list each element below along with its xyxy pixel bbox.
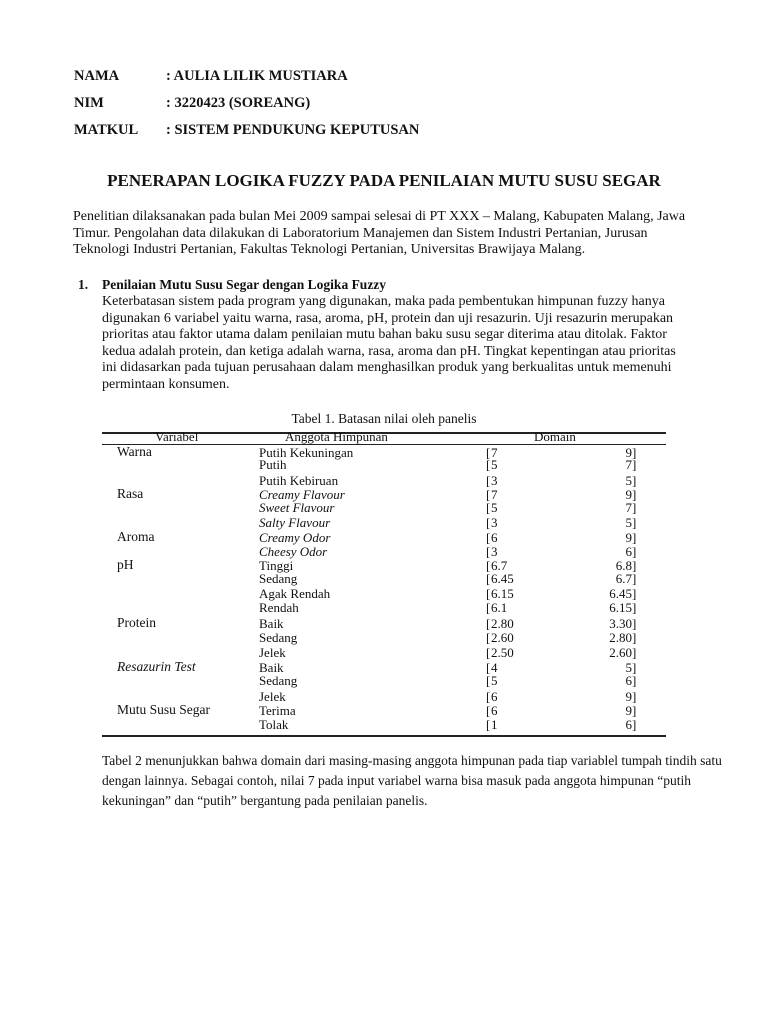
- domain-close-bracket: ]: [632, 717, 637, 732]
- domain-lower-value: 2.80: [491, 616, 514, 631]
- domain-open-bracket: [: [486, 487, 491, 502]
- domain-close-bracket: ]: [632, 558, 637, 573]
- domain-upper-value: 6: [625, 544, 632, 559]
- table-member-cell: Terima: [259, 703, 296, 718]
- intro-paragraph: Penelitian dilaksanakan pada bulan Mei 2009 sampai selesai di PT XXX – Malang, Kabupaten Malang, Jawa Timur. Pengolahan data dilakukan di Laboratorium Manajemen dan Sistem Industri Pertanian, Jurusan Teknologi Industri Pertanian, Fakultas Teknologi Pertanian, Universitas Brawijaya Malang.: [73, 209, 686, 257]
- table-member-cell: Putih Kebiruan: [259, 473, 339, 488]
- domain-open-bracket: [: [486, 500, 491, 515]
- domain-lower-value: 5: [491, 500, 498, 515]
- table-member-cell: Tinggi: [259, 558, 294, 573]
- domain-close-bracket: ]: [632, 600, 637, 615]
- domain-open-bracket: [: [486, 600, 491, 615]
- domain-close-bracket: ]: [632, 703, 637, 718]
- header-label-matkul: MATKUL: [74, 122, 139, 138]
- domain-upper-value: 5: [625, 660, 632, 675]
- header-value-nama: : AULIA LILIK MUSTIARA: [166, 68, 348, 84]
- domain-close-bracket: ]: [632, 530, 637, 545]
- domain-open-bracket: [: [486, 630, 491, 645]
- domain-close-bracket: ]: [632, 544, 637, 559]
- header-label-nama: NAMA: [74, 68, 120, 84]
- domain-close-bracket: ]: [632, 457, 637, 472]
- domain-lower-value: 2.50: [491, 645, 514, 660]
- domain-upper-value: 2.80: [609, 630, 632, 645]
- domain-open-bracket: [: [486, 689, 491, 704]
- domain-open-bracket: [: [486, 558, 491, 573]
- domain-open-bracket: [: [486, 717, 491, 732]
- closing-paragraph: Tabel 2 menunjukkan bahwa domain dari masing-masing anggota himpunan pada tiap variablel tumpah tindih satu dengan lainnya. Sebagai contoh, nilai 7 pada input variabel warna bisa masuk pada anggota himpunan “putih kekuningan” dan “putih” bergantung pada penilaian panelis.: [102, 753, 722, 808]
- table-bottom-rule: [102, 735, 666, 737]
- table-member-cell: Cheesy Odor: [259, 544, 328, 559]
- domain-close-bracket: ]: [632, 500, 637, 515]
- table-member-cell: Sedang: [259, 673, 298, 688]
- domain-close-bracket: ]: [632, 616, 637, 631]
- section-body: Keterbatasan sistem pada program yang digunakan, maka pada pembentukan himpunan fuzzy hanya digunakan 6 variabel yaitu warna, rasa, aroma, pH, protein dan uji resazurin. Uji resazurin merupakan prioritas atau faktor utama dalam penilaian mutu bahan baku susu segar diterima atau ditolak. Faktor kedua adalah protein, dan ketiga adalah warna, rasa, aroma dan pH. Tingkat kepentingan atau prioritas ini didasarkan pada tujuan perusahaan dalam menghasilkan produk yang berkualitas untuk memenuhi permintaan konsumen.: [102, 294, 676, 392]
- domain-lower-value: 5: [491, 457, 498, 472]
- domain-upper-value: 6.45: [609, 586, 632, 601]
- table-member-cell: Creamy Flavour: [259, 487, 345, 502]
- domain-open-bracket: [: [486, 660, 491, 675]
- domain-close-bracket: ]: [632, 445, 637, 460]
- domain-upper-value: 5: [625, 473, 632, 488]
- domain-upper-value: 6.8: [615, 558, 632, 573]
- domain-close-bracket: ]: [632, 630, 637, 645]
- header-value-nim: : 3220423 (SOREANG): [166, 95, 311, 111]
- domain-upper-value: 9: [625, 689, 632, 704]
- table-caption: Tabel 1. Batasan nilai oleh panelis: [291, 411, 477, 426]
- domain-close-bracket: ]: [632, 586, 637, 601]
- header-value-matkul: : SISTEM PENDUKUNG KEPUTUSAN: [166, 122, 420, 138]
- domain-open-bracket: [: [486, 703, 491, 718]
- domain-lower-value: 6.45: [491, 571, 514, 586]
- header-label-nim: NIM: [74, 95, 104, 111]
- domain-close-bracket: ]: [632, 673, 637, 688]
- domain-upper-value: 9: [625, 487, 632, 502]
- domain-close-bracket: ]: [632, 660, 637, 675]
- domain-upper-value: 3.30: [609, 616, 632, 631]
- domain-close-bracket: ]: [632, 487, 637, 502]
- table-variable-cell: Protein: [117, 615, 156, 630]
- domain-open-bracket: [: [486, 645, 491, 660]
- table-header-domain: Domain: [534, 429, 576, 444]
- domain-close-bracket: ]: [632, 689, 637, 704]
- domain-lower-value: 3: [491, 544, 498, 559]
- table-variable-cell: pH: [117, 557, 134, 572]
- domain-upper-value: 6.7: [615, 571, 632, 586]
- table-header-variabel: Variabel: [155, 429, 199, 444]
- table-header-rule: [102, 444, 666, 445]
- domain-upper-value: 5: [625, 515, 632, 530]
- table-member-cell: Agak Rendah: [259, 586, 331, 601]
- domain-lower-value: 6: [491, 703, 498, 718]
- domain-lower-value: 6: [491, 689, 498, 704]
- domain-lower-value: 1: [491, 717, 498, 732]
- domain-open-bracket: [: [486, 586, 491, 601]
- table-variable-cell: Warna: [117, 444, 152, 459]
- domain-open-bracket: [: [486, 473, 491, 488]
- table-member-cell: Baik: [259, 660, 284, 675]
- table-member-cell: Rendah: [259, 600, 299, 615]
- table-member-cell: Jelek: [259, 645, 286, 660]
- domain-open-bracket: [: [486, 445, 491, 460]
- domain-upper-value: 2.60: [609, 645, 632, 660]
- domain-upper-value: 9: [625, 703, 632, 718]
- table-variable-cell: Aroma: [117, 529, 155, 544]
- domain-upper-value: 9: [625, 445, 632, 460]
- domain-lower-value: 7: [491, 487, 498, 502]
- table-variable-cell: Mutu Susu Segar: [117, 702, 211, 717]
- table-member-cell: Sweet Flavour: [259, 500, 335, 515]
- domain-upper-value: 7: [625, 500, 632, 515]
- table-member-cell: Putih Kekuningan: [259, 445, 354, 460]
- table-member-cell: Creamy Odor: [259, 530, 331, 545]
- domain-lower-value: 6: [491, 530, 498, 545]
- domain-lower-value: 7: [491, 445, 498, 460]
- domain-close-bracket: ]: [632, 645, 637, 660]
- table-variable-cell: Resazurin Test: [117, 659, 196, 674]
- domain-upper-value: 6: [625, 717, 632, 732]
- domain-lower-value: 6.15: [491, 586, 514, 601]
- table-member-cell: Baik: [259, 616, 284, 631]
- section-heading: Penilaian Mutu Susu Segar dengan Logika Fuzzy: [102, 277, 387, 292]
- domain-close-bracket: ]: [632, 571, 637, 586]
- domain-open-bracket: [: [486, 571, 491, 586]
- domain-open-bracket: [: [486, 616, 491, 631]
- table-member-cell: Jelek: [259, 689, 286, 704]
- section-number: 1.: [78, 277, 89, 292]
- domain-lower-value: 3: [491, 515, 498, 530]
- domain-lower-value: 6.1: [491, 600, 508, 615]
- domain-open-bracket: [: [486, 457, 491, 472]
- table-member-cell: Tolak: [259, 717, 289, 732]
- domain-lower-value: 6.7: [491, 558, 508, 573]
- domain-lower-value: 4: [491, 660, 498, 675]
- domain-lower-value: 3: [491, 473, 498, 488]
- domain-open-bracket: [: [486, 544, 491, 559]
- domain-close-bracket: ]: [632, 473, 637, 488]
- domain-open-bracket: [: [486, 515, 491, 530]
- domain-upper-value: 7: [625, 457, 632, 472]
- domain-lower-value: 5: [491, 673, 498, 688]
- domain-open-bracket: [: [486, 673, 491, 688]
- domain-lower-value: 2.60: [491, 630, 514, 645]
- domain-open-bracket: [: [486, 530, 491, 545]
- page-title: PENERAPAN LOGIKA FUZZY PADA PENILAIAN MUTU SUSU SEGAR: [107, 171, 661, 190]
- table-member-cell: Sedang: [259, 630, 298, 645]
- table-header-anggota: Anggota Himpunan: [285, 429, 388, 444]
- domain-close-bracket: ]: [632, 515, 637, 530]
- table-member-cell: Putih: [259, 457, 287, 472]
- table-member-cell: Salty Flavour: [259, 515, 331, 530]
- table-member-cell: Sedang: [259, 571, 298, 586]
- domain-upper-value: 6.15: [609, 600, 632, 615]
- table-variable-cell: Rasa: [117, 486, 144, 501]
- domain-upper-value: 6: [625, 673, 632, 688]
- domain-upper-value: 9: [625, 530, 632, 545]
